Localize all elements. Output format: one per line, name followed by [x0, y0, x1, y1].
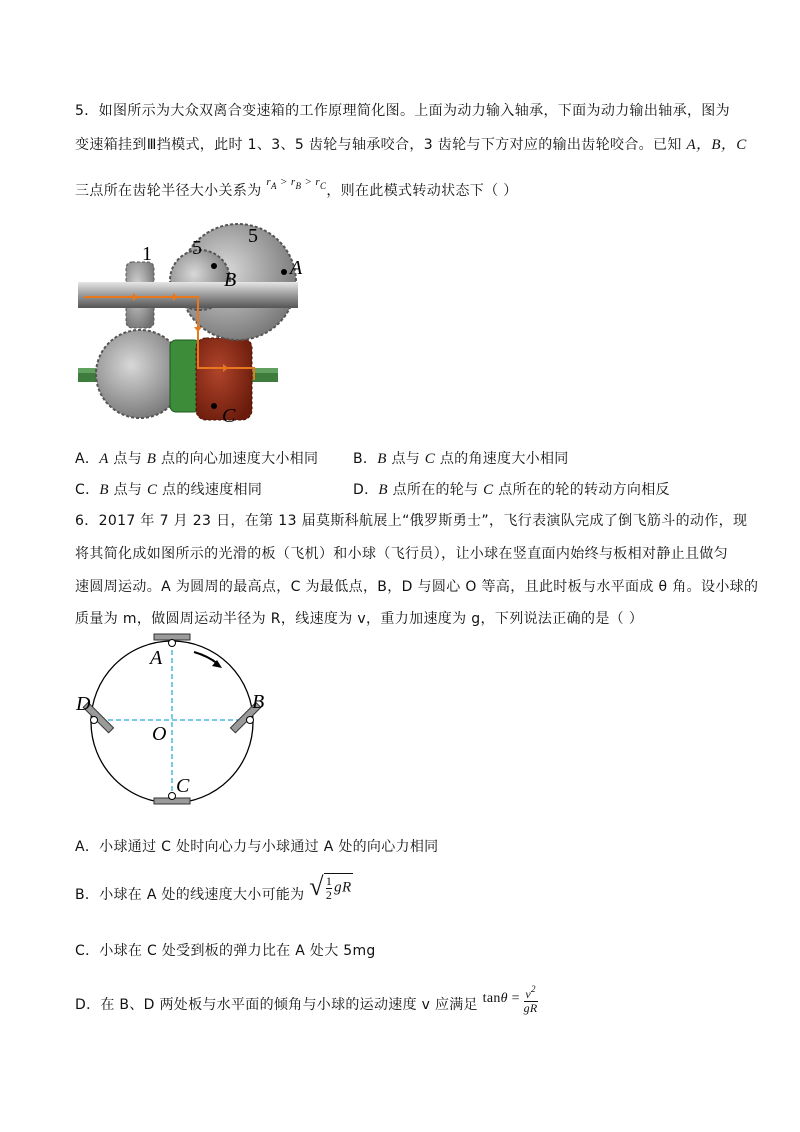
label-gear-5-left: 5 [192, 237, 202, 259]
q5-line-3-tail: ，则在此模式转动状态下（ ） [326, 183, 518, 199]
label-A: A [150, 647, 163, 669]
q5-option-d[interactable] [353, 479, 670, 499]
label-B: B [224, 269, 237, 291]
option-d-text-1: 点所在的轮与 [387, 482, 484, 498]
option-a-point-2: B [146, 451, 157, 467]
label-D: D [76, 693, 91, 715]
q5-line-3 [75, 176, 518, 201]
q6-option-c[interactable]: C．小球在 C 处受到板的弹力比在 A 处大 5mg [75, 943, 376, 959]
q5-line-2-text: 变速箱挂到Ⅲ挡模式，此时 1、3、5 齿轮与轴承咬合，3 齿轮与下方对应的输出齿轮咬合。已知 [75, 137, 687, 153]
q6-option-d-text: D．在 B、D 两处板与水平面的倾角与小球的运动速度 v 应满足 [75, 997, 478, 1013]
label-O: O [152, 723, 167, 745]
rotation-arrow-icon [194, 652, 218, 664]
q6-option-d[interactable] [75, 983, 538, 1015]
option-d-prefix: D． [353, 482, 379, 498]
radius-relation: rA > rB > rC [266, 176, 327, 191]
label-C: C [176, 775, 190, 797]
option-b-text-1: 点与 [386, 451, 425, 467]
option-c-point-1: B [99, 482, 109, 498]
option-c-text-1: 点与 [108, 482, 147, 498]
point-B-marker [211, 263, 217, 269]
tan-theta-formula: tanθ = $\frac{v^2}{gR}$ [482, 984, 538, 1015]
label-gear-5-right: 5 [248, 225, 258, 247]
point-C-marker [211, 403, 217, 409]
option-c-point-2: C [146, 482, 158, 498]
q6-line-3: 速圆周运动。A 为圆周的最高点，C 为最低点，B，D 与圆心 O 等高，且此时板与水平面成 θ 角。设小球的 [75, 579, 759, 595]
q6-line-1: 6．2017 年 7 月 23 日，在第 13 届莫斯科航展上“俄罗斯勇士”，飞行表演队完成了倒飞筋斗的动作，现 [75, 513, 748, 529]
option-a-prefix: A． [75, 451, 100, 467]
ball-A [169, 640, 176, 647]
option-a-text-1: 点与 [108, 451, 147, 467]
q6-option-b[interactable] [75, 872, 353, 902]
q5-option-b[interactable] [353, 448, 569, 468]
q6-line-4: 质量为 m，做圆周运动半径为 R，线速度为 v，重力加速度为 g，下列说法正确的是（ ） [75, 611, 644, 627]
q6-line-2: 将其简化成如图所示的光滑的板（飞机）和小球（飞行员），让小球在竖直面内始终与板相对静止且做匀 [75, 546, 729, 562]
q5-points-abc: A，B，C [686, 137, 747, 153]
option-d-point-1: B [378, 482, 388, 498]
input-shaft [78, 282, 298, 308]
circular-motion-figure [70, 630, 290, 810]
label-gear-1: 1 [142, 243, 152, 265]
q5-line-1: 5．如图所示为大众双离合变速箱的工作原理简化图。上面为动力输入轴承，下面为动力输出轴承，图为 [75, 103, 731, 119]
ball-D [91, 717, 98, 724]
gearbox-figure [78, 222, 318, 432]
q5-line-3-text: 三点所在齿轮半径大小关系为 [75, 183, 262, 199]
label-C: C [222, 405, 236, 427]
q5-line-2 [75, 133, 747, 154]
option-b-point-1: B [377, 451, 387, 467]
option-a-text-2: 点的向心加速度大小相同 [156, 451, 319, 467]
q5-option-a[interactable] [75, 448, 318, 468]
ball-B [247, 717, 254, 724]
option-a-point-1: A [99, 451, 109, 467]
option-b-prefix: B． [353, 451, 378, 467]
option-c-prefix: C． [75, 482, 100, 498]
ball-C [169, 793, 176, 800]
option-b-text-2: 点的角速度大小相同 [435, 451, 569, 467]
point-A-marker [281, 269, 287, 275]
option-b-point-2: C [424, 451, 436, 467]
option-d-text-2: 点所在的轮的转动方向相反 [493, 482, 670, 498]
option-d-point-2: C [483, 482, 494, 498]
q5-option-c[interactable] [75, 479, 262, 499]
option-c-text-2: 点的线速度相同 [157, 482, 263, 498]
label-B: B [252, 691, 265, 713]
q6-option-a[interactable]: A．小球通过 C 处时向心力与小球通过 A 处的向心力相同 [75, 839, 439, 855]
label-A: A [290, 257, 303, 279]
sqrt-half-gR: √ $\frac{1}{2}$ gR [309, 872, 352, 902]
q6-option-b-text: B．小球在 A 处的线速度大小可能为 [75, 887, 305, 903]
